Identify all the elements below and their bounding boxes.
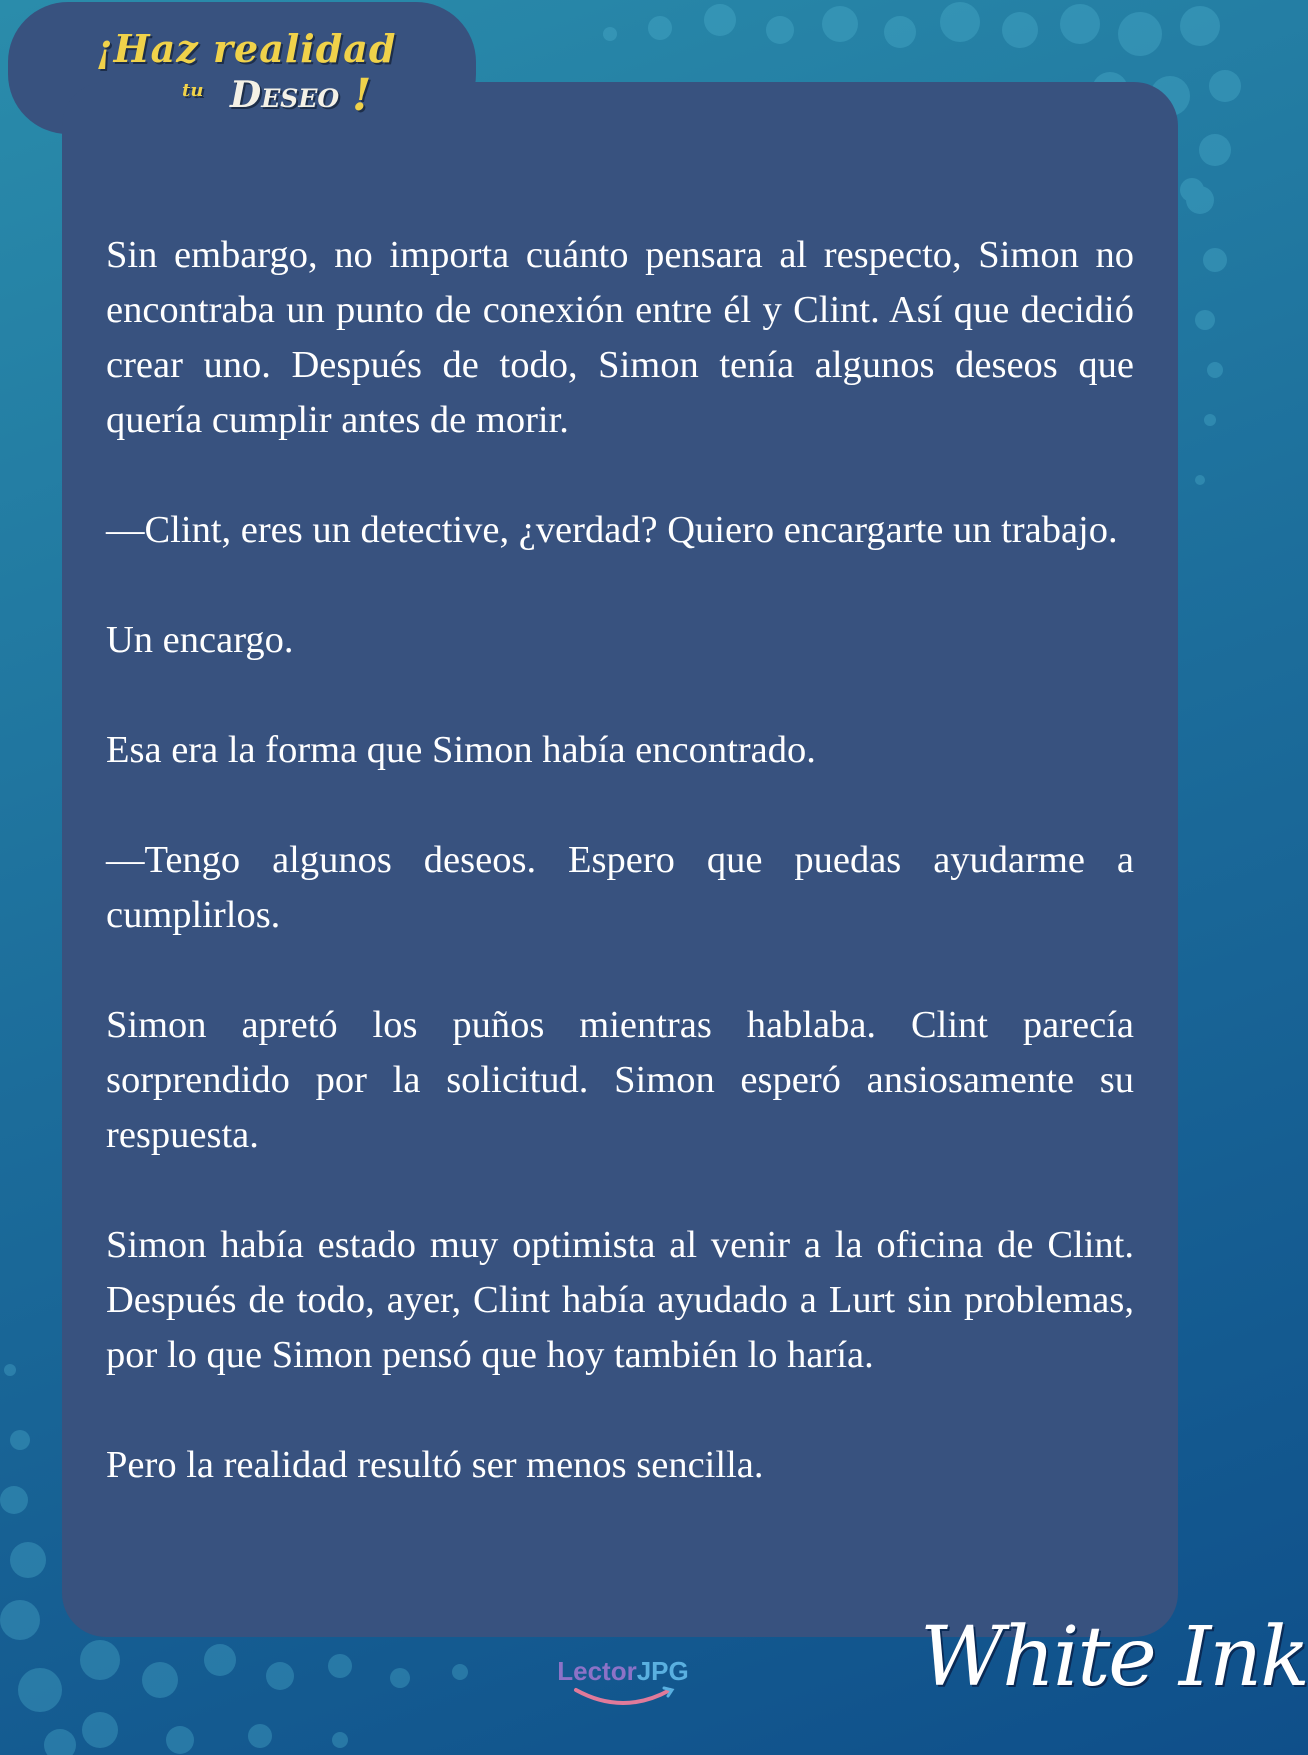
- paragraph: Esa era la forma que Simon había encontrado.: [106, 729, 816, 771]
- logo-line-1: ¡Haz realidad: [96, 26, 397, 71]
- paragraph: Pero la realidad resultó ser menos sencilla.: [106, 1444, 764, 1486]
- scanlation-logo: [90, 14, 397, 124]
- lector-text: Lector: [557, 1656, 637, 1686]
- paragraph: Simon había estado muy optimista al venir a la oficina de Clint. Después de todo, ayer, Clint había ayudado a Lurt sin problemas, por lo que Simon pensó que hoy también lo haría.: [106, 1224, 1134, 1376]
- paragraph: Sin embargo, no importa cuánto pensara al respecto, Simon no encontraba un punto de conexión entre él y Clint. Así que decidió crear uno. Después de todo, Simon tenía algunos deseos que quería cumplir antes de morir.: [106, 234, 1134, 441]
- story-text: [106, 228, 1134, 1548]
- jpg-text: JPG: [636, 1656, 689, 1686]
- paragraph: Un encargo.: [106, 619, 294, 661]
- paragraph: Simon apretó los puños mientras hablaba. Clint parecía sorprendido por la solicitud. Simon esperó ansiosamente su respuesta.: [106, 1004, 1134, 1156]
- logo-exclamation: !: [352, 70, 372, 121]
- paragraph: —Clint, eres un detective, ¿verdad? Quiero encargarte un trabajo.: [106, 509, 1118, 551]
- paragraph: —Tengo algunos deseos. Espero que puedas ayudarme a cumplirlos.: [106, 839, 1134, 936]
- logo-wish-word: Deseo: [230, 74, 340, 116]
- logo-small-word: tu: [182, 80, 204, 101]
- smile-icon: [568, 1686, 678, 1708]
- white-ink-signature: White Ink: [920, 1610, 1308, 1705]
- lectorjpg-watermark: [548, 1656, 698, 1716]
